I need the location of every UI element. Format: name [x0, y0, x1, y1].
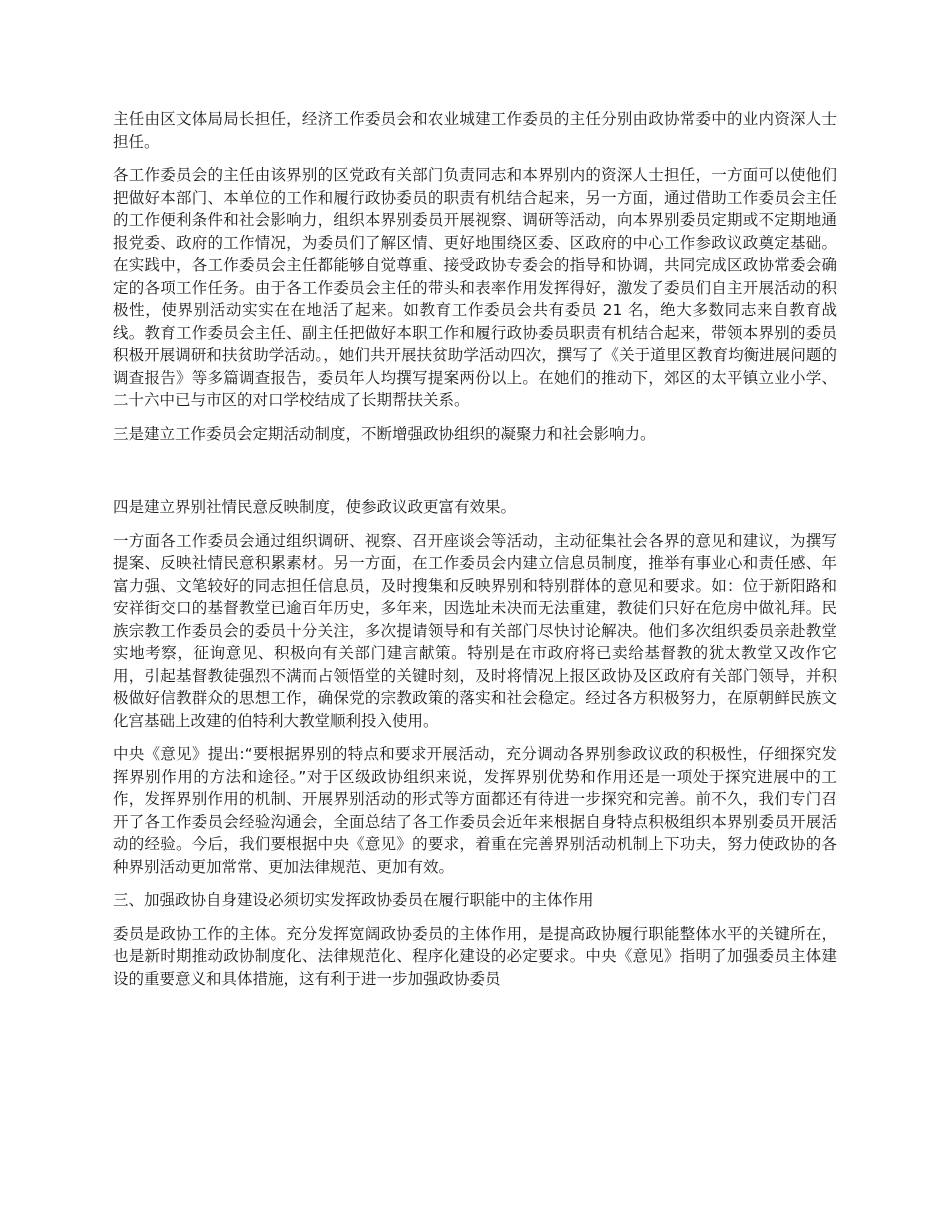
paragraph-point-four: 四是建立界别社情民意反映制度，使参政议政更富有效果。 — [113, 498, 517, 516]
paragraph-central-opinion: 中央《意见》提出:“要根据界别的特点和要求开展活动，充分调动各界别参政议政的积极性，仔细探究发挥界别作用的方法和途径。”对于区级政协组织来说，发挥界别优势和作用还是一项处于探究进展中的工作，发挥界别作用的机制、开展界别活动的形式等方面都还有待进一步探究和完善。前不久，我们专门召开了各工作委员会经验沟通会，全面总结了各工作委员会近年来根据自身特点积极组织本界别委员开展活动的经验。今后，我们要根据中央《意见》的要求，着重在完善界别活动机制上下功夫，努力使政协的各种界别活动更加常常、更加法律规范、更加有效。 — [113, 745, 837, 876]
section-spacer — [113, 456, 837, 496]
paragraph-director-responsibilities: 各工作委员会的主任由该界别的区党政有关部门负责同志和本界别内的资深人士担任，一方面可以使他们把做好本部门、本单位的工作和履行政协委员的职责有机结合起来，另一方面，通过借助工作委员会主任的工作便利条件和社会影响力，组织本界别委员开展视察、调研等活动，向本界别委员定期或不定期地通报党委、政府的工作情况，为委员们了解区情、更好地围绕区委、区政府的中心工作参政议政奠定基础。在实践中，各工作委员会主任都能够自觉尊重、接受政协专委会的指导和协调，共同完成区政协常委会确定的各项工作任务。由于各工作委员会主任的带头和表率作用发挥得好，激发了委员们自主开展活动的积极性，使界别活动实实在在地活了起来。如教育工作委员会共有委员 21 名，绝大多数同志来自教育战线。教育工作委员会主任、副主任把做好本职工作和履行政协委员职责有机结合起来，带领本界别的委员积极开展调研和扶贫助学活动。，她们共开展扶贫助学活动四次，撰写了《关于道里区教育均衡进展问题的调查报告》等多篇调查报告，委员年人均撰写提案两份以上。在她们的推动下，郊区的太平镇立业小学、二十六中已与市区的对口学校结成了长期帮扶关系。 — [113, 166, 837, 409]
paragraph-opinion-collection: 一方面各工作委员会通过组织调研、视察、召开座谈会等活动，主动征集社会各界的意见和建议，为撰写提案、反映社情民意积累素材。另一方面，在工作委员会内建立信息员制度，推举有事业心和责任感、年富力强、文笔较好的同志担任信息员，及时搜集和反映界别和特别群体的意见和要求。如：位于新阳路和安祥街交口的基督教堂已逾百年历史，多年来，因选址未决而无法重建，教徒们只好在危房中做礼拜。民族宗教工作委员会的委员十分关注，多次提请领导和有关部门尽快讨论解决。他们多次组织委员亲赴教堂实地考察，征询意见、积极向有关部门建言献策。特别是在市政府将已卖给基督教的犹太教堂又改作它用，引起基督教徒强烈不满而占领悟堂的关键时刻，及时将情况上报区政协及区政府有关部门领导，并积极做好信教群众的思想工作，确保党的宗教政策的落实和社会稳定。经过各方积极努力，在原朝鲜民族文化宫基础上改建的伯特利大教堂顺利投入使用。 — [113, 531, 837, 730]
paragraph-committee-directors: 主任由区文体局局长担任，经济工作委员会和农业城建工作委员的主任分别由政协常委中的业内资深人士担任。 — [113, 110, 837, 151]
section-heading-three: 三、加强政协自身建设必须切实发挥政协委员在履行职能中的主体作用 — [113, 891, 594, 909]
paragraph-member-role: 委员是政协工作的主体。充分发挥宽阔政协委员的主体作用，是提高政协履行职能整体水平的关键所在，也是新时期推动政协制度化、法律规范化、程序化建设的必定要求。中央《意见》指明了加强委员主体建设的重要意义和具体措施，这有利于进一步加强政协委员 — [113, 924, 837, 988]
paragraph-point-three: 三是建立工作委员会定期活动制度，不断增强政协组织的凝聚力和社会影响力。 — [113, 424, 656, 443]
